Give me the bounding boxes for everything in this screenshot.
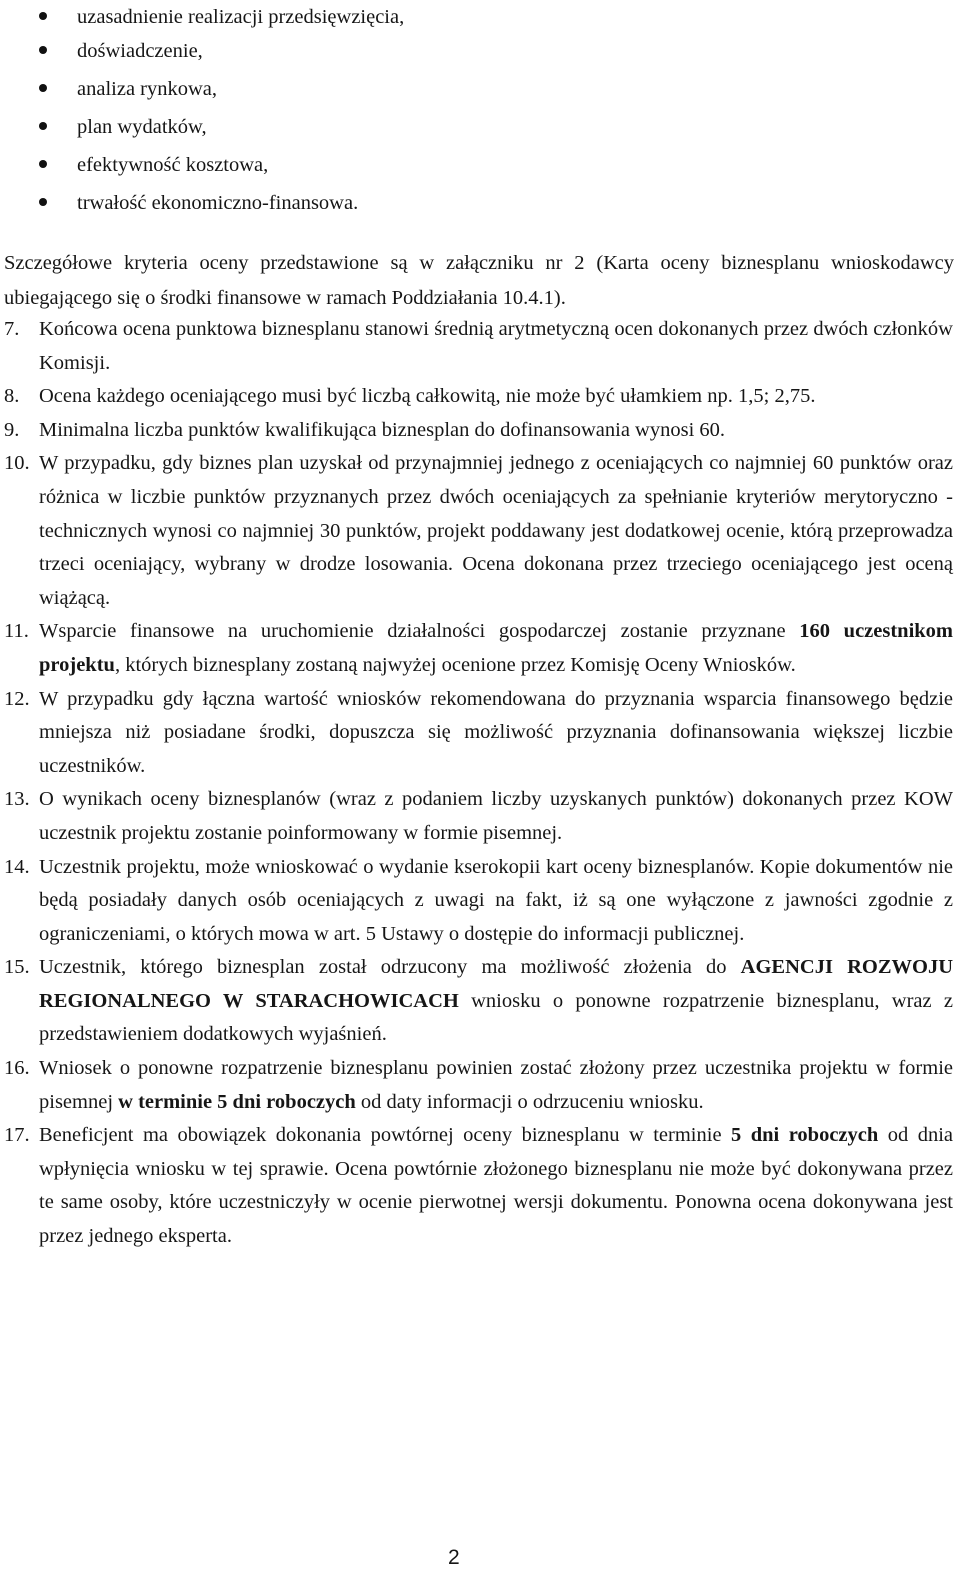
list-item xyxy=(0,414,960,448)
page-footer xyxy=(0,1546,960,1572)
bold-text: w terminie 5 dni roboczych xyxy=(118,1090,356,1113)
list-item-number: 10. xyxy=(4,452,30,475)
bold-text: 160 uczestnikom projektu xyxy=(39,620,953,676)
text-segment: , których biznesplany zostaną najwyżej ocenione przez Komisję Oceny Wniosków. xyxy=(114,653,796,676)
text-segment: Beneficjent ma obowiązek dokonania powtórnej oceny biznesplanu w terminie xyxy=(39,1124,732,1147)
list-item-number: 7. xyxy=(4,318,20,340)
list-item-text xyxy=(39,683,953,784)
bullet-text: plan wydatków, xyxy=(77,116,207,138)
list-item xyxy=(0,683,960,784)
list-item xyxy=(0,615,960,682)
numbered-list xyxy=(0,313,960,1254)
list-item xyxy=(0,380,960,414)
bullet-dot-icon xyxy=(39,160,47,168)
list-item-number: 13. xyxy=(4,788,30,811)
bullet-dot-icon xyxy=(39,198,47,206)
text-segment: wniosku o ponowne rozpatrzenie biznesplanu, wraz z przedstawieniem dodatkowych wyjaśnień. xyxy=(39,989,953,1046)
bullet-text: trwałość ekonomiczno-finansowa. xyxy=(77,192,359,214)
text-segment: od dnia wpłynięcia wniosku w tej sprawie. Ocena powtórnie złożonego biznesplanu nie może być dokonywana przez te same osoby, które uczestniczyły w ocenie pierwotnej wersji dokumentu. Ponowna ocena dokonywana jest przez jednego eksperta. xyxy=(39,1124,954,1248)
bullet-dot-icon xyxy=(39,122,47,130)
bullet-dot-icon xyxy=(39,12,47,20)
list-item xyxy=(0,447,960,615)
text-segment: od daty informacji o odrzuceniu wniosku. xyxy=(355,1090,704,1113)
text-segment: Uczestnik projektu, może wnioskować o wydanie kserokopii kart oceny biznesplanów. Kopie dokumentów nie będą posiadały danych osób oceniających z uwagi na fakt, iż są one wyłączone z jawności zgodnie z ograniczeniami, o których mowa w art. 5 Ustawy o dostępie do informacji publicznej. xyxy=(39,855,953,945)
text-segment: Wniosek o ponowne rozpatrzenie biznesplanu powinien zostać złożony przez uczestnika projektu w formie pisemnej xyxy=(39,1057,953,1113)
list-item-text xyxy=(39,414,953,448)
list-item xyxy=(0,851,960,952)
bullet-text: uzasadnienie realizacji przedsięwzięcia, xyxy=(77,6,405,28)
list-item xyxy=(0,783,960,850)
bullet-text: analiza rynkowa, xyxy=(77,78,218,100)
list-item-text xyxy=(39,615,953,682)
bullet-text: doświadczenie, xyxy=(77,40,203,62)
list-item xyxy=(0,951,960,1052)
list-item-text xyxy=(39,313,953,380)
intro-paragraph: Szczegółowe kryteria oceny przedstawione są w załączniku nr 2 (Karta oceny biznesplanu wnioskodawcy ubiegającego się o środki finansowe w ramach Poddziałania 10.4.1). xyxy=(4,252,954,309)
list-item-text xyxy=(39,447,953,615)
list-item-number: 11. xyxy=(4,620,29,643)
list-item-number: 15. xyxy=(4,956,30,979)
text-segment: O wynikach oceny biznesplanów (wraz z podaniem liczby uzyskanych punktów) dokonanych przez KOW uczestnik projektu zostanie poinformowany w formie pisemnej. xyxy=(39,788,953,844)
text-segment: Wsparcie finansowe na uruchomienie działalności gospodarczej zostanie przyznane xyxy=(39,620,800,643)
list-item xyxy=(0,313,960,380)
text-segment: W przypadku, gdy biznes plan uzyskał od przynajmniej jednego z oceniających co najmniej 60 punktów oraz różnica w liczbie punktów przyznanych przez dwóch oceniających za spełnianie kryteriów merytoryczno - technicznych wynosi co najmniej 30 punktów, projekt poddawany jest dodatkowej ocenie, którą przeprowadza trzeci oceniający, wybrany w drodze losowania. Ocena dokonana przez trzeciego oceniającego jest oceną wiążącą. xyxy=(39,452,953,609)
text-segment: W przypadku gdy łączna wartość wniosków rekomendowana do przyznania wsparcia finansowego będzie mniejsza niż posiadane środki, dopuszcza się możliwość przyznania dofinansowania większej liczbie uczestników. xyxy=(39,687,953,777)
list-item-text xyxy=(39,1052,953,1119)
list-item-number: 14. xyxy=(4,855,30,878)
text-segment: Końcowa ocena punktowa biznesplanu stanowi średnią arytmetyczną ocen dokonanych przez dwóch członków Komisji. xyxy=(39,318,953,374)
list-item-text xyxy=(39,951,953,1052)
list-item-number: 12. xyxy=(4,687,30,710)
page-number: 2 xyxy=(448,1546,460,1569)
list-item-text xyxy=(39,1119,953,1253)
text-segment: Minimalna liczba punktów kwalifikująca biznesplan do dofinansowania wynosi 60. xyxy=(39,418,726,441)
list-item-number: 8. xyxy=(4,385,20,408)
list-item-text xyxy=(39,851,953,952)
bullet-dot-icon xyxy=(39,46,47,54)
text-segment: Uczestnik, którego biznesplan został odrzucony ma możliwość złożenia do xyxy=(39,956,741,979)
bullet-dot-icon xyxy=(39,84,47,92)
bullet-text: efektywność kosztowa, xyxy=(77,154,269,176)
bold-text: AGENCJI ROZWOJU REGIONALNEGO W STARACHOWICACH xyxy=(39,956,953,1012)
bold-text: 5 dni roboczych xyxy=(731,1124,879,1147)
list-item-text xyxy=(39,380,953,414)
list-item xyxy=(0,1119,960,1253)
text-segment: Ocena każdego oceniającego musi być liczbą całkowitą, nie może być ułamkiem np. 1,5; 2,75. xyxy=(39,385,816,408)
list-item-number: 9. xyxy=(4,418,20,441)
list-item-text xyxy=(39,783,953,850)
list-item-number: 17. xyxy=(4,1124,30,1147)
list-item-number: 16. xyxy=(4,1057,30,1080)
list-item xyxy=(0,1052,960,1119)
